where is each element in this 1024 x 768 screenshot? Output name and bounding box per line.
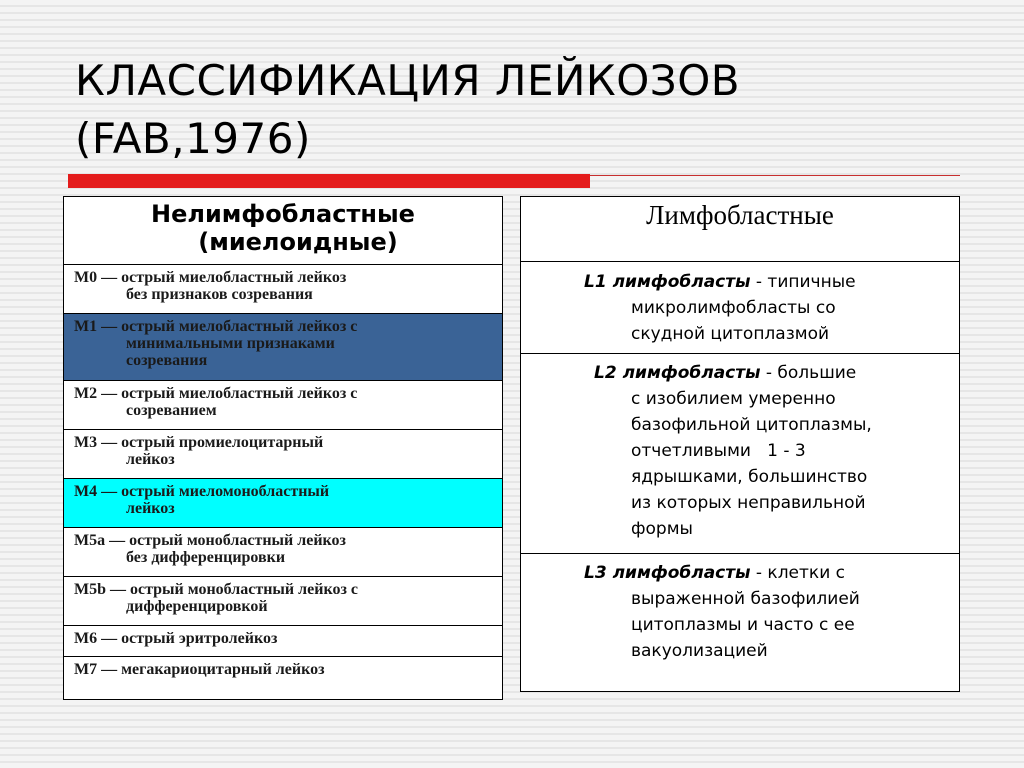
row-desc-line: с изобилием умеренно xyxy=(631,389,836,409)
table-row-m5b xyxy=(64,577,503,626)
row-text-line2: минимальными признаками xyxy=(126,335,335,352)
row-text-line1: М0 — острый миелобластный лейкоз xyxy=(74,269,347,286)
lymphoblastic-table-header: Лимфобластные xyxy=(521,197,960,262)
table-row-m5a xyxy=(64,528,503,577)
row-text-line1: М7 — мегакариоцитарный лейкоз xyxy=(74,661,325,678)
row-text-line3: созревания xyxy=(126,352,208,369)
table-row-m6 xyxy=(64,626,503,657)
row-text-line2: дифференцировкой xyxy=(126,598,268,615)
row-desc-line: вакуолизацией xyxy=(631,641,768,661)
row-first-line xyxy=(584,269,953,295)
slide-title-line1: КЛАССИФИКАЦИЯ ЛЕЙКОЗОВ xyxy=(75,56,741,105)
row-desc-line: из которых неправильной xyxy=(631,493,866,513)
myeloid-classification-table xyxy=(63,196,503,700)
row-desc-line: отчетливыми 1 - 3 xyxy=(631,441,806,461)
title-underline-thin-line xyxy=(590,175,960,176)
row-text-line2: без дифференцировки xyxy=(126,549,286,566)
table-row-m4 xyxy=(64,479,503,528)
row-term: L1 лимфобласты xyxy=(584,272,751,292)
row-text-line2: лейкоз xyxy=(126,451,175,468)
row-text-line1: М6 — острый эритролейкоз xyxy=(74,630,278,647)
myeloid-header-line1: Нелимфобластные xyxy=(151,200,415,228)
row-desc-line: микролимфобласты со xyxy=(631,298,836,318)
row-text-line1: М1 — острый миелобластный лейкоз с xyxy=(74,318,358,335)
row-desc-line: базофильной цитоплазмы, xyxy=(631,415,872,435)
row-term: L3 лимфобласты xyxy=(584,563,751,583)
myeloid-header-line2: (миелоидные) xyxy=(198,228,398,256)
row-text-line1: М2 — острый миелобластный лейкоз с xyxy=(74,385,358,402)
title-underline-red-bar xyxy=(68,174,590,188)
row-first-text: - типичные xyxy=(750,272,856,292)
table-row-m2 xyxy=(64,381,503,430)
row-first-line xyxy=(594,360,953,386)
row-desc-line: формы xyxy=(631,519,693,539)
row-text-line1: М5b — острый монобластный лейкоз с xyxy=(74,581,358,598)
table-row-l1 xyxy=(521,262,960,354)
row-text-line2: созреванием xyxy=(126,402,217,419)
row-desc-line: цитоплазмы и часто с ее xyxy=(631,615,855,635)
row-text-line2: лейкоз xyxy=(126,500,175,517)
row-term: L2 лимфобласты xyxy=(594,363,761,383)
row-text-line1: М5а — острый монобластный лейкоз xyxy=(74,532,346,549)
row-text-line2: без признаков созревания xyxy=(126,286,313,303)
table-row-m1 xyxy=(64,314,503,381)
row-first-text: - клетки с xyxy=(750,563,845,583)
row-text-line1: М4 — острый миеломонобластный xyxy=(74,483,330,500)
row-desc-line: ядрышками, большинство xyxy=(631,467,868,487)
table-row-m0 xyxy=(64,265,503,314)
row-desc-line: выраженной базофилией xyxy=(631,589,860,609)
slide-title xyxy=(75,52,975,168)
title-underline xyxy=(68,174,960,188)
row-desc-line: скудной цитоплазмой xyxy=(631,324,830,344)
slide-title-line2: (FAB,1976) xyxy=(75,114,311,163)
row-first-line xyxy=(584,560,953,586)
table-row-m3 xyxy=(64,430,503,479)
table-row-m7 xyxy=(64,657,503,700)
myeloid-table-header xyxy=(64,197,503,265)
table-row-l2 xyxy=(521,354,960,554)
lymphoblastic-classification-table xyxy=(520,196,960,692)
row-text-line1: М3 — острый промиелоцитарный xyxy=(74,434,324,451)
row-first-text: - большие xyxy=(760,363,857,383)
table-row-l3 xyxy=(521,554,960,692)
